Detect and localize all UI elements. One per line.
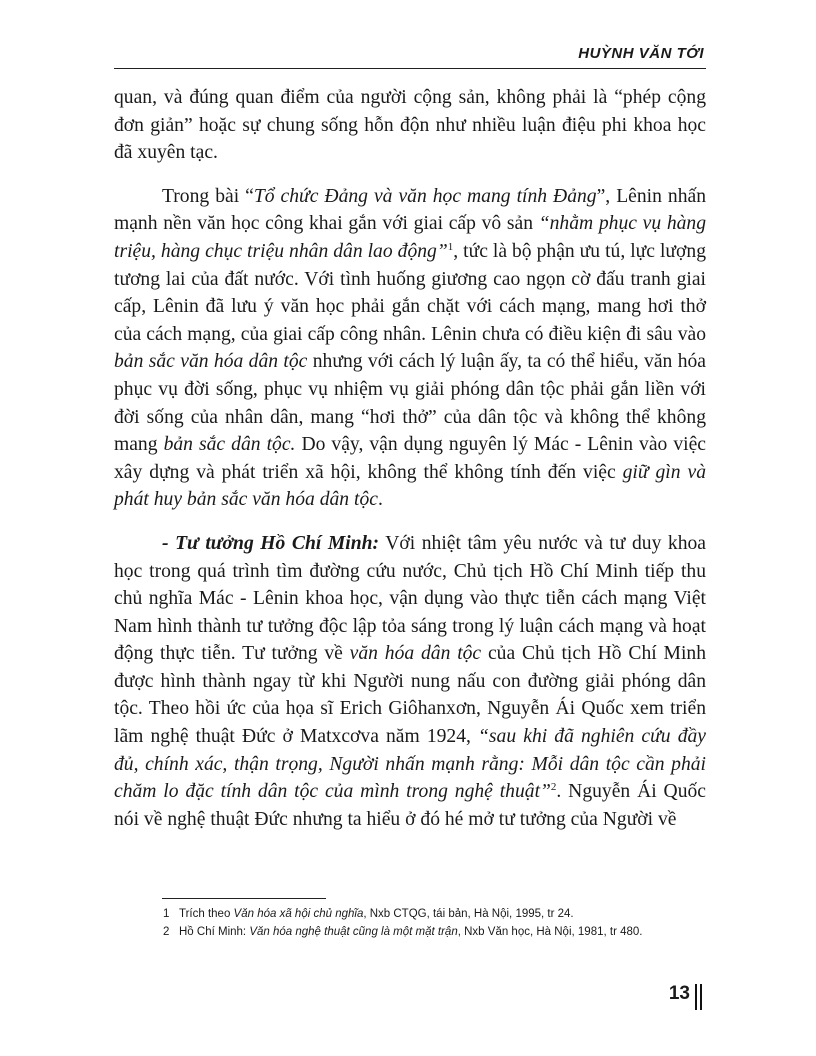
footnote-2-pre: Hồ Chí Minh: [179, 926, 250, 938]
footnote-1-post: , Nxb CTQG, tái bản, Hà Nội, 1995, tr 24. [363, 908, 574, 920]
footnote-separator [162, 898, 326, 899]
footnote-ref-1: 1 [447, 240, 454, 253]
p2-emphasis-2: bản sắc dân tộc. [163, 434, 296, 456]
p3-text-3: . Nguyễn Ái Quốc nói về nghệ thuật Đức nhưng ta hiểu ở đó hé mở tư tưởng của Người về [114, 781, 706, 830]
footnote-1 [163, 905, 711, 923]
p2-emphasis-3: giữ gìn và phát huy bản sắc văn hóa dân tộc [114, 461, 706, 511]
header-rule [114, 68, 706, 69]
p3-heading: - Tư tưởng Hồ Chí Minh: [162, 532, 380, 554]
p2-article-title: Tổ chức Đảng và văn học mang tính Đảng [253, 185, 597, 207]
p2-text-4: nhưng với cách lý luận ấy, ta có thể hiểu, văn hóa phục vụ đời sống, phục vụ nhiệm vụ giải phóng dân tộc phải gắn liền với đời sống của nhân dân, mang “hơi thở” của dân tộc và không thể không mang [114, 351, 706, 456]
paragraph-3 [114, 530, 706, 834]
footnote-2-post: , Nxb Văn học, Hà Nội, 1981, tr 480. [457, 926, 643, 938]
footnote-2-number: 2 [163, 926, 170, 938]
body-text [114, 84, 706, 833]
p3-quote: “sau khi đã nghiên cứu đầy đủ, chính xác, thận trọng, Người nhấn mạnh rằng: Mỗi dân tộc cần phải chăm lo đặc tính dân tộc của mình trong nghệ thuật” [114, 726, 706, 803]
footnote-1-number: 1 [163, 908, 170, 920]
footnote-ref-2: 2 [550, 781, 557, 794]
paragraph-1-text: quan, và đúng quan điểm của người cộng sản, không phải là “phép cộng đơn giản” hoặc sự chung sống hỗn độn như nhiều luận điệu phi khoa học đã xuyên tạc. [114, 87, 706, 164]
p2-quote: “nhằm phục vụ hàng triệu, hàng chục triệu nhân dân lao động” [114, 213, 707, 262]
p2-emphasis-1: bản sắc văn hóa dân tộc [114, 351, 308, 373]
p2-text-2: ”, Lênin nhấn mạnh nền văn học công khai gắn với giai cấp vô sản [114, 185, 706, 235]
p2-text-3: , tức là bộ phận ưu tú, lực lượng tương lai của đất nước. Với tình huống giương cao ngọn cờ đấu tranh giai cấp, Lênin đã lưu ý văn học phải gắn chặt với cách mạng, mang hơi thở của cách mạng, của giai cấp công nhân. Lênin chưa có điều kiện đi sâu vào [114, 240, 706, 345]
p2-text-6: . [377, 489, 383, 511]
p3-text-2: của Chủ tịch Hồ Chí Minh được hình thành ngay từ khi Người nung nấu con đường giải phóng dân tộc. Theo hồi ức của họa sĩ Erich Giôhanxơn, Nguyễn Ái Quốc xem triển lãm nghệ thuật Đức ở Matxcơva năm 1924, [114, 643, 706, 748]
p3-text-1: Với nhiệt tâm yêu nước và tư duy khoa học trong quá trình tìm đường cứu nước, Chủ tịch Hồ Chí Minh tiếp thu chủ nghĩa Mác - Lênin khoa học, vận dụng vào thực tiễn cách mạng Việt Nam hình thành tư tưởng độc lập tỏa sáng trong lý luận cách mạng và hoạt động thực tiễn. Tư tưởng về [114, 532, 707, 665]
page-number: 13 [668, 983, 690, 1004]
p2-text-1: Trong bài “ [162, 185, 254, 207]
page-number-bar [695, 984, 702, 1010]
footnote-1-title: Văn hóa xã hội chủ nghĩa [233, 908, 364, 920]
paragraph-1 [114, 84, 706, 167]
running-header-author: HUỲNH VĂN TỚI [578, 45, 704, 62]
paragraph-2 [114, 183, 706, 514]
footnotes [163, 905, 711, 941]
footnote-1-pre: Trích theo [179, 908, 234, 920]
p2-text-5: Do vậy, vận dụng nguyên lý Mác - Lênin vào việc xây dựng và phát triển xã hội, không thể không tính đến việc [114, 434, 707, 483]
footnote-2 [163, 923, 711, 941]
footnote-2-title: Văn hóa nghệ thuật cũng là một mặt trận [249, 926, 458, 938]
p3-emphasis-1: văn hóa dân tộc [349, 643, 482, 665]
